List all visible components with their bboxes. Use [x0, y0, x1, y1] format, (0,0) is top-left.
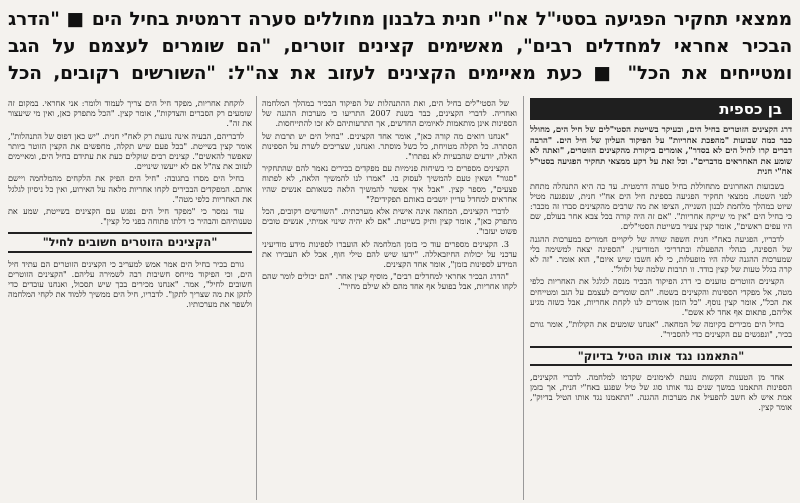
- paragraph: לדבריו, הפגיעה באח"י חנית חשפה שורה של ליקויים חמורים במערכות ההגנה של הספינה, בנהלי ההפעלה ובתדריכי המודיעין. "הספינה יצאה למשימה בלי שמערכות ההגנה שלה היו מופעלות, כי לא חשבו שיש איום", הוא אומר. "זה לא קרה בגלל טעות של קצין בודד. זו תרבות שלמה של זלזול".: [530, 233, 792, 275]
- paragraph: בחיל הים מסרו בתגובה: "חיל הים הפיק את הלקחים מהמלחמה ויישם אותם. המפקדים הבכירים לקחו אחריות מלאה על האירוע, ואין כל ניסיון לגלגל את האחריות כלפי מטה".: [8, 173, 252, 204]
- paragraph: הקצינים מספרים כי בשיחות פנימיות עם מפקדים בכירים נאמר להם שהתחקיר "סגור" ושאין טעם להמשיך לעסוק בו. "אמרו לנו להמשיך הלאה, לא לפתוח פצעים", מספר קצין. "אבל איך אפשר להמשיך הלאה כשאותם אנשים שהיו אחראים למחדל עדיין יושבים באותם תפקידים?": [262, 163, 517, 204]
- paragraph: עוד נמסר כי "מפקד חיל הים נפגש עם הקצינים בשייטת, שמע את טענותיהם והבהיר כי דלתו פתוחה בפני כל קצין".: [8, 206, 252, 227]
- headline: ממצאי תחקיר הפגיעה בסטי"ל אח"י חנית בלבנון מחוללים סערה דרמטית בחיל הים ■ "הדרג הבכיר אחראי למחדלים רבים", מאשימים קצינים זוטרים, "הם שומרים לעצמם על הגב ומטייחים את הכל" ■ כעת מאיימים הקצינים לעזוב את צה"ל: "השורשים רקובים, הכל: [8, 9, 792, 84]
- article-column-middle: [262, 98, 517, 500]
- paragraph: לדברי הקצינים, המחאה אינה אישית אלא מערכתית. "השורשים רקובים, הכל מתפרק כאן", אומר קצין ותיק בשייטת. "אם לא יהיה שינוי אמיתי, אנשים טובים פשוט יעזבו".: [262, 206, 517, 237]
- subheading: "התאמנו נגד אותו הטיל בדיוק": [530, 346, 792, 366]
- paragraph: בשבועות האחרונים מתחוללת בחיל סערה דרמטית. עד כה היא התנהלה מתחת לפני השטח. ממצאי תחקיר הפגיעה בספינת חיל הים אח"י חנית, שנפגעה מטיל שיוט במהלך מלחמת לבנון השנייה, הציפו את מה שרבים מהקצינים סברו זה מכבר: כי בחיל הים "אין מי שייקח אחריות". "אם זה היה קורה בכל צבא אחר בעולם, שם היו עפים ראשים", אומר קצין צעיר בשייטת הסטי"לים.: [530, 180, 792, 232]
- byline: בן כספית: [530, 98, 792, 120]
- column-divider: [523, 96, 524, 500]
- paragraph: גורם בכיר בחיל הים אמר אמש למעריב כי הקצינים הזוטרים הם עתיד חיל הים, וכי הפיקוד מייחס חשיבות רבה לשמירה עליהם. "הקצינים הזוטרים חשובים לחיל", אמר. "אנחנו מכירים בכך שיש תסכול, ואנחנו עובדים כדי לתקן את מה שצריך לתקן". לדבריו, חיל הים ממשיך ללמוד את לקחי המלחמה ולשפר את מערכותיו.: [8, 258, 252, 310]
- paragraph: לדבריהם, הבעיה אינה נוגעת רק לאח"י חנית. "יש כאן דפוס של התנהלות", אומר קצין בשייטת. "בכל פעם שיש תקלה, מחפשים את הקצין הזוטר ביותר שאפשר להאשים". קצינים רבים שוקלים כעת את עתידם בחיל הים, ומאיימים לעזוב את צה"ל אם לא ייעשו שינויים.: [8, 130, 252, 172]
- article-column-left: [8, 98, 252, 500]
- column-divider: [256, 96, 257, 500]
- paragraph: הקצינים הזוטרים טוענים כי דרג הפיקוד הבכיר מנסה לגלגל את האחריות כלפי מטה, אל מפקדי הספינות והקצינים בשטח. "הם שומרים לעצמם על הגב ומטייחים את הכל", אומר קצין נוסף. "כל הזמן אומרים לנו לקחת אחריות, אבל כשזה מגיע אליהם, פתאום אף אחד לא אשם".: [530, 276, 792, 317]
- paragraph: לוקחת אחריות, מפקד חיל הים צריך לעמוד ולומר: אני אחראי. במקום זה שומעים רק הסברים והצדקות", אומר קצין. "הכל מתפרק כאן, ואין מי שיעצור את זה".: [8, 98, 252, 129]
- article-column-right: [530, 98, 792, 500]
- article-lead: דרג הקצינים הזוטרים בחיל הים, ובעיקר בשייטת הסטי"לים של חיל הים, מחולל כבר כמה שבועות "מהפכת אחריות" על הפיקוד העליון של חיל הים. "הרבה דברים קרו לחיל הים לא בסדר", אומרים ביקורת מהקצינים הזוטרים, "ואתה לא שומע את האחראים מדברים". וכל זאת על רקע ממצאי תחקיר הפגיעה בסטי"ל אח"י חנית: [530, 124, 792, 176]
- paragraph: "הדרג הבכיר אחראי למחדלים רבים", מוסיף קצין אחר. "הם יכולים לומר שהם לקחו אחריות, אבל בפועל אף אחד מהם לא שילם מחיר".: [262, 271, 517, 292]
- paragraph: אחד מן הטענות הקשות נוגעת לאימונים שקדמו למלחמה. לדברי הקצינים, הספינות התאמנו במשך שנים נגד אותו סוג של טיל שפגע באח"י חנית, אך בזמן אמת איש לא חשב להפעיל את מערכות ההגנה. "התאמנו נגד אותו הטיל בדיוק", אומר קצין.: [530, 371, 792, 413]
- paragraph: 3. הקצינים מספרים עוד כי בזמן המלחמה לא הועברו לספינות מידע מודיעיני עדכני על יכולות החיזבאללה. "ידעו שיש להם טילי חוף, אבל לא העבירו את המידע לספינות בזמן", אומר אחד הקצינים.: [262, 238, 517, 270]
- paragraph: "אנחנו רואים מה קורה כאן", אומר אחד הקצינים. "בחיל הים יש תרבות של הסתרה. כל תקלה מטויחת, כל כשל מוסתר. ואנחנו, שצריכים לשרת על הספינות האלה, יודעים שהבעיות לא נפתרו".: [262, 130, 517, 162]
- paragraph: בחיל הים מכירים בקיומה של המחאה. "אנחנו שומעים את הקולות", אומר גורם בכיר, "ונפגשים עם הקצינים כדי להסביר".: [530, 319, 792, 340]
- subheading: "הקצינים הזוטרים חשובים לחיל": [8, 232, 252, 252]
- paragraph: של הסטי"לים בחיל הים, ואת ההתנהלות של הפיקוד הבכיר במהלך המלחמה ואחריה. לדברי הקצינים, כבר בשנת 2007 התריעו כי מערכות ההגנה של הספינות אינן מותאמות לאיומים החדשים, אך התרעותיהם לא זכו להתייחסות.: [262, 98, 517, 129]
